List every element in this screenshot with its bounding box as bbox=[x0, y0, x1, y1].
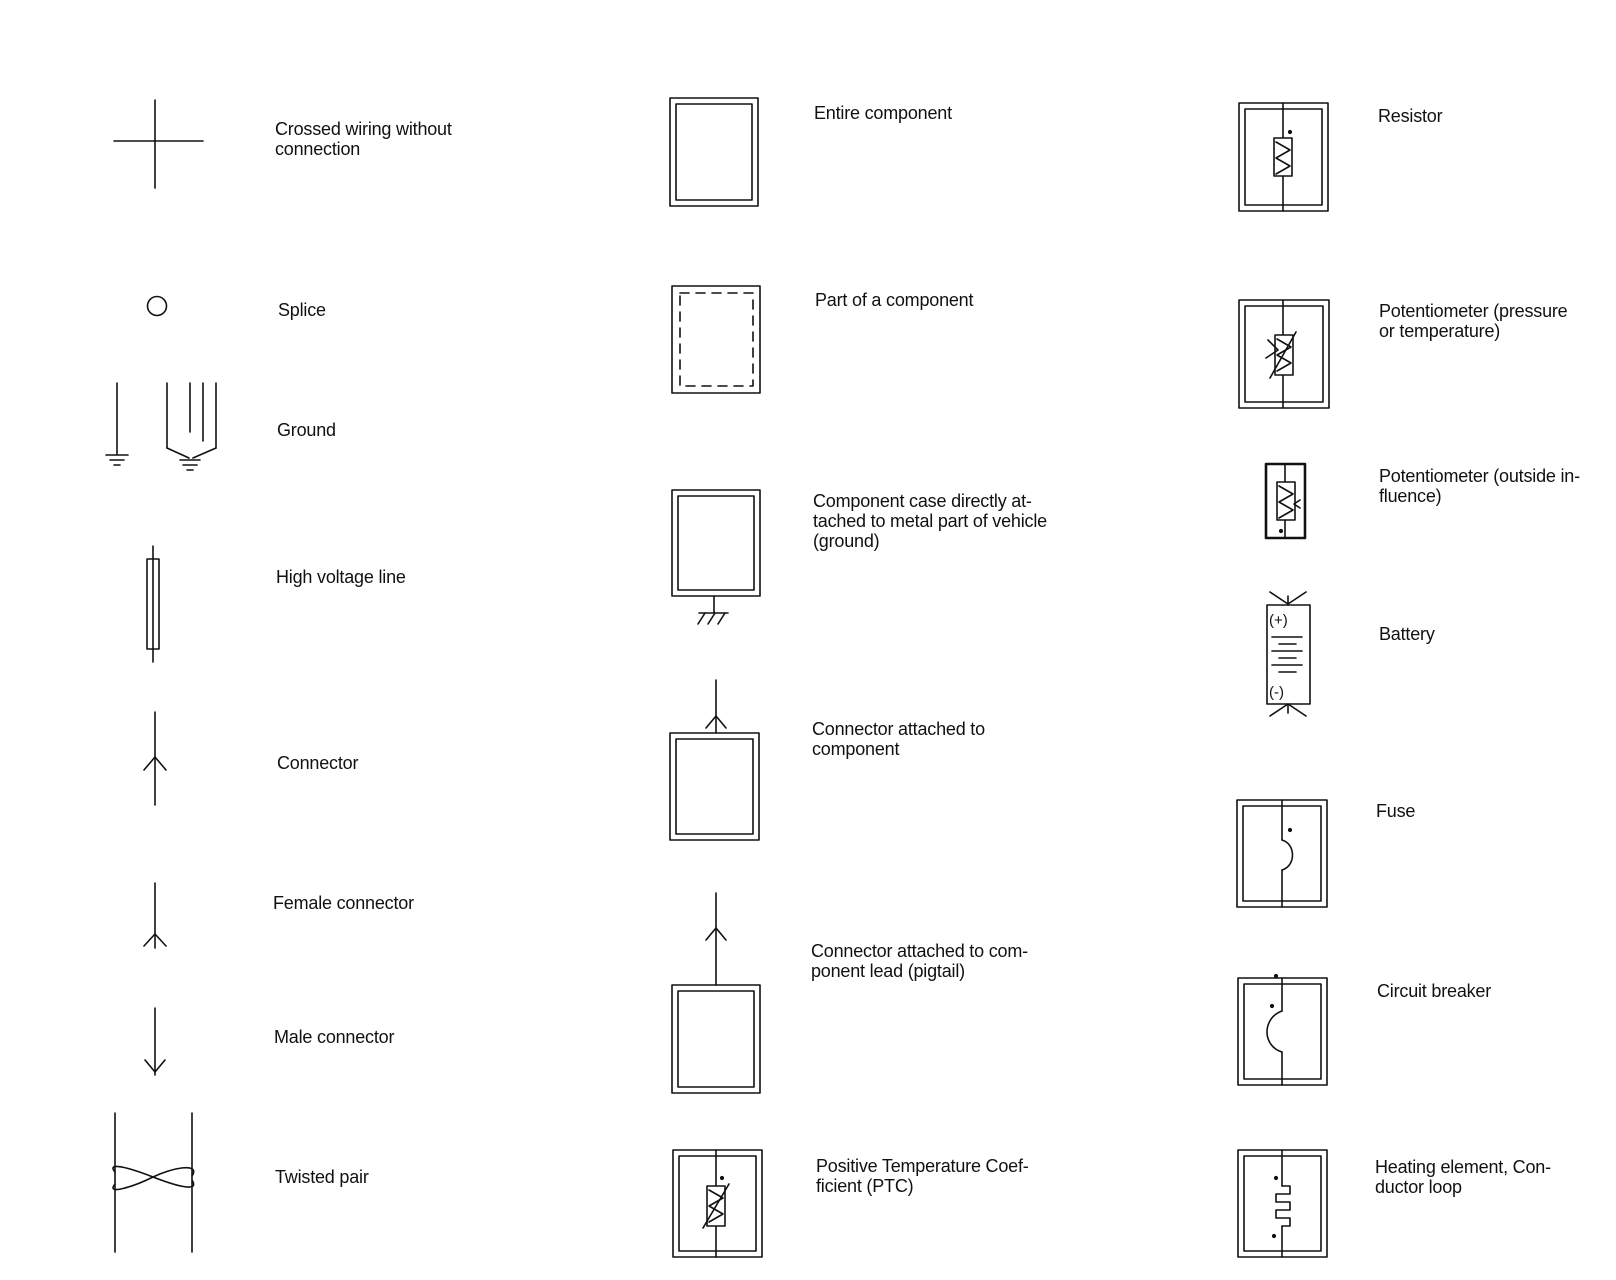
label-potentiometer-pressure: Potentiometer (pressure or temperature) bbox=[1379, 301, 1568, 341]
crossed-wiring-icon bbox=[114, 100, 203, 188]
resistor-icon bbox=[1239, 103, 1328, 211]
label-ground: Ground bbox=[277, 420, 336, 440]
label-resistor: Resistor bbox=[1378, 106, 1443, 126]
label-component-case-ground: Component case directly at- tached to metal part of vehicle (ground) bbox=[813, 491, 1047, 551]
battery-minus-label: (-) bbox=[1269, 684, 1284, 701]
label-connector: Connector bbox=[277, 753, 359, 773]
label-heating-element: Heating element, Con- ductor loop bbox=[1375, 1157, 1551, 1197]
battery-plus-label: (+) bbox=[1269, 612, 1288, 629]
part-of-component-icon bbox=[672, 286, 760, 393]
entire-component-icon bbox=[670, 98, 758, 206]
label-female-connector: Female connector bbox=[273, 893, 414, 913]
connector-icon bbox=[144, 712, 166, 805]
label-ptc: Positive Temperature Coef- ficient (PTC) bbox=[816, 1156, 1029, 1196]
label-entire-component: Entire component bbox=[814, 103, 952, 123]
label-twisted-pair: Twisted pair bbox=[275, 1167, 369, 1187]
splice-icon bbox=[148, 297, 167, 316]
male-connector-icon bbox=[145, 1008, 165, 1075]
battery-icon bbox=[1267, 592, 1310, 716]
potentiometer-pressure-icon bbox=[1239, 300, 1329, 408]
ground-icon bbox=[106, 383, 216, 470]
label-potentiometer-outside: Potentiometer (outside in- fluence) bbox=[1379, 466, 1580, 506]
potentiometer-outside-icon bbox=[1266, 464, 1305, 538]
label-male-connector: Male connector bbox=[274, 1027, 395, 1047]
fuse-icon bbox=[1237, 800, 1327, 907]
label-crossed-wiring: Crossed wiring without connection bbox=[275, 119, 452, 159]
label-battery: Battery bbox=[1379, 624, 1435, 644]
label-circuit-breaker: Circuit breaker bbox=[1377, 981, 1492, 1001]
label-high-voltage-line: High voltage line bbox=[276, 567, 406, 587]
female-connector-icon bbox=[144, 883, 166, 948]
label-splice: Splice bbox=[278, 300, 326, 320]
connector-pigtail-icon bbox=[672, 893, 760, 1093]
label-connector-pigtail: Connector attached to com- ponent lead (pigtail) bbox=[811, 941, 1028, 981]
connector-attached-icon bbox=[670, 680, 759, 840]
twisted-pair-icon bbox=[113, 1113, 194, 1252]
component-case-ground-icon bbox=[672, 490, 760, 624]
label-connector-attached: Connector attached to component bbox=[812, 719, 985, 759]
heating-element-icon bbox=[1238, 1150, 1327, 1257]
label-fuse: Fuse bbox=[1376, 801, 1416, 821]
label-part-of-component: Part of a component bbox=[815, 290, 974, 310]
ptc-icon bbox=[673, 1150, 762, 1257]
circuit-breaker-icon bbox=[1238, 975, 1327, 1085]
high-voltage-line-icon bbox=[147, 546, 159, 662]
